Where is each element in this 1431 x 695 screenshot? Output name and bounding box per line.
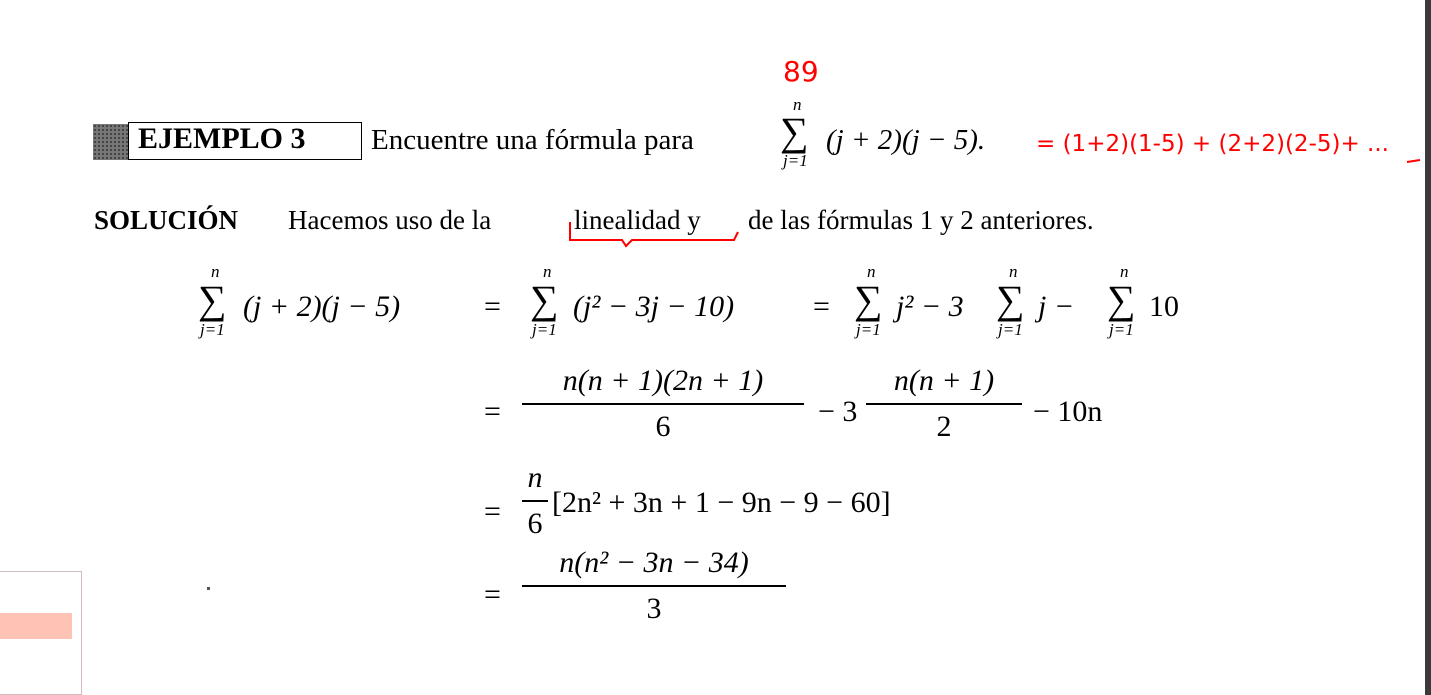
line1-sum4-lower: j=1 — [998, 320, 1023, 339]
example-sum-lower: j=1 — [783, 151, 808, 170]
line4-frac-den: 3 — [646, 592, 662, 625]
line2-frac1-den: 6 — [655, 410, 671, 443]
stray-dot — [207, 587, 210, 590]
line1-sum5-lower: j=1 — [1109, 320, 1134, 339]
line2-frac1-num: n(n + 1)(2n + 1) — [562, 364, 764, 397]
line4-frac-num: n(n² − 3n − 34) — [559, 546, 749, 579]
line1-sigma-2: ∑ — [530, 277, 559, 322]
line2-equals: = — [484, 395, 501, 428]
line1-term5: 10 — [1149, 290, 1179, 323]
line1-term4: j − — [1038, 290, 1075, 323]
line3-equals: = — [484, 495, 501, 528]
line2-tail: − 10n — [1033, 395, 1103, 428]
line1-sum2-upper: n — [543, 262, 552, 281]
line2-mid: − 3 — [818, 395, 858, 428]
line1-term3: j² − 3 — [896, 290, 964, 323]
solution-highlight: linealidad y — [574, 205, 701, 235]
line1-sigma-1: ∑ — [198, 277, 227, 322]
line1-lhs: (j + 2)(j − 5) — [243, 290, 401, 323]
line1-sum3-lower: j=1 — [856, 320, 881, 339]
handwritten-expansion: = (1+2)(1-5) + (2+2)(2-5)+ ... — [1036, 131, 1389, 157]
line1-sigma-5: ∑ — [1107, 277, 1136, 322]
example-sum-upper: n — [793, 95, 802, 114]
line1-term2: (j² − 3j − 10) — [573, 290, 735, 323]
example-label: EJEMPLO 3 — [138, 122, 306, 155]
line1-sum5-upper: n — [1120, 262, 1129, 281]
sigma-symbol: ∑ — [780, 109, 809, 154]
line2-frac2-num: n(n + 1) — [893, 364, 995, 397]
line1-sum2-lower: j=1 — [532, 320, 557, 339]
fraction-bar — [866, 403, 1022, 405]
fraction-bar — [522, 403, 804, 405]
line4-fraction — [522, 545, 786, 627]
line1-sum4-upper: n — [1009, 262, 1018, 281]
fraction-bar — [522, 585, 786, 587]
line1-sum1-lower: j=1 — [200, 320, 225, 339]
window-edge-bar — [1425, 0, 1431, 695]
line1-sigma-3: ∑ — [854, 277, 883, 322]
line3-frac-num: n — [527, 461, 543, 494]
side-panel-highlight[interactable] — [0, 613, 72, 639]
line1-sigma-4: ∑ — [996, 277, 1025, 322]
line1-sum3-upper: n — [867, 262, 876, 281]
example-sum-body: (j + 2)(j − 5). — [826, 124, 986, 156]
line2-fraction-2 — [866, 363, 1022, 445]
handwritten-upper-limit: 89 — [783, 55, 819, 88]
example-prompt: Encuentre una fórmula para — [371, 124, 694, 156]
line1-equals-1: = — [484, 290, 501, 323]
line1-sum1-upper: n — [211, 262, 220, 281]
line2-frac2-den: 2 — [936, 410, 952, 443]
line3-fraction — [522, 460, 548, 542]
solution-label: SOLUCIÓN — [94, 205, 239, 235]
line4-equals: = — [484, 578, 501, 611]
line3-frac-den: 6 — [527, 507, 543, 540]
line2-fraction-1 — [522, 363, 804, 445]
line3-bracket: [2n² + 3n + 1 − 9n − 9 − 60] — [552, 486, 891, 519]
solution-text-before: Hacemos uso de la — [288, 205, 492, 235]
fraction-bar — [522, 500, 548, 502]
line1-equals-2: = — [813, 290, 830, 323]
solution-text-after: de las fórmulas 1 y 2 anteriores. — [748, 205, 1094, 235]
